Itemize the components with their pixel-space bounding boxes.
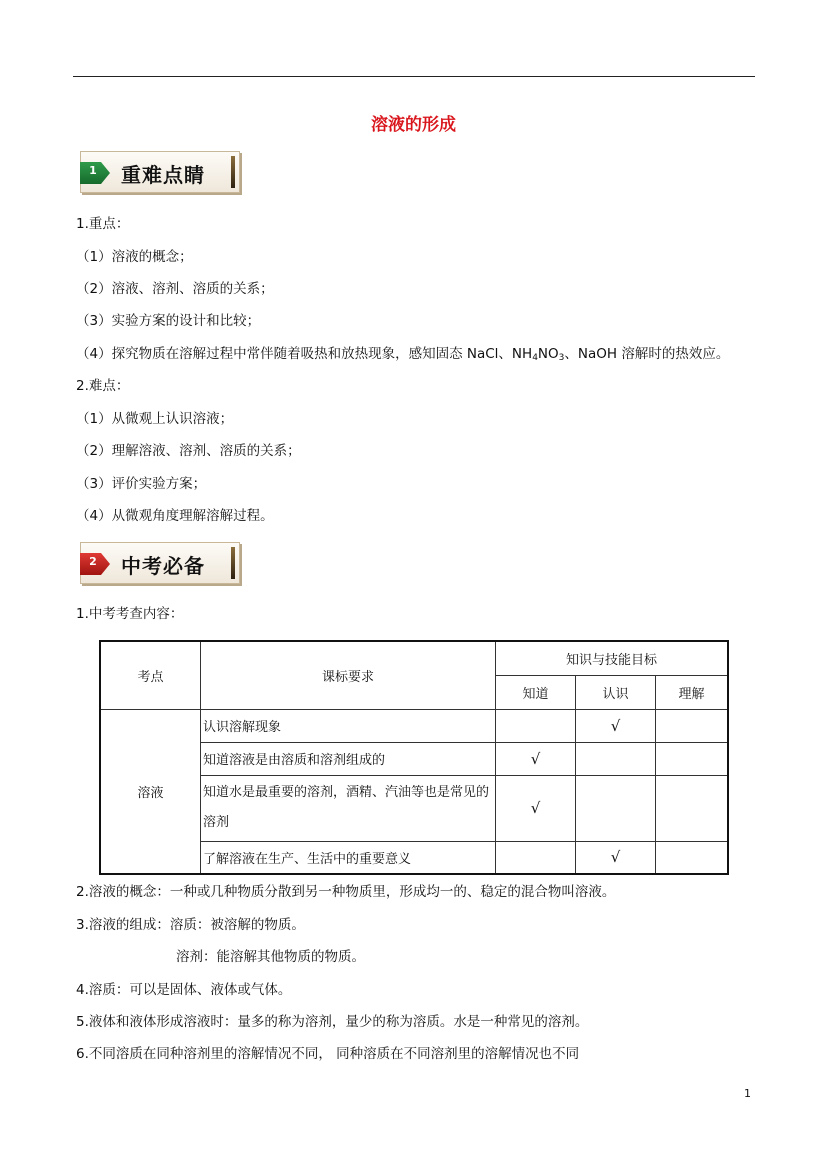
key-points-heading: 1.重点：	[76, 216, 130, 232]
requirement-cell: 知道溶液是由溶质和溶剂组成的	[201, 742, 496, 775]
difficulty-item: （1）从微观上认识溶液；	[76, 411, 234, 427]
subscript: 3	[558, 353, 565, 363]
header-recognize: 认识	[576, 675, 656, 709]
banner-edge-bar	[231, 156, 235, 188]
topic-cell: 溶液	[100, 709, 201, 874]
know-check-cell: √	[496, 775, 576, 841]
know-check-cell	[496, 709, 576, 742]
difficulty-item: （4）从微观角度理解溶解过程。	[76, 508, 274, 524]
note-paragraph: 3.溶液的组成：溶质：被溶解的物质。	[76, 917, 305, 933]
table-header-row	[100, 641, 728, 675]
section-title: 中考必备	[121, 554, 205, 578]
difficulty-item: （3）评价实验方案；	[76, 476, 207, 492]
key-point-item: （3）实验方案的设计和比较；	[76, 313, 261, 329]
key-point-item: （1）溶液的概念；	[76, 249, 193, 265]
recognize-check-cell	[576, 775, 656, 841]
section-number: 1	[89, 164, 97, 177]
document-title: 溶液的形成	[371, 115, 456, 135]
table-row	[100, 709, 728, 742]
key-point-text: （4）探究物质在溶解过程中常伴随着吸热和放热现象，感知固态 NaCl、NH	[76, 346, 533, 362]
formula-text: NO	[537, 346, 559, 362]
header-goal: 知识与技能目标	[496, 641, 729, 675]
difficulties-heading: 2.难点：	[76, 378, 130, 394]
requirement-cell: 了解溶液在生产、生活中的重要意义	[201, 841, 496, 874]
note-paragraph: 溶剂：能溶解其他物质的物质。	[176, 949, 365, 965]
understand-check-cell	[656, 841, 729, 874]
understand-check-cell	[656, 775, 729, 841]
exam-requirements-table	[99, 640, 729, 875]
note-paragraph: 5.液体和液体形成溶液时：量多的称为溶剂，量少的称为溶质。水是一种常见的溶剂。	[76, 1014, 589, 1030]
understand-check-cell	[656, 709, 729, 742]
exam-content-heading: 1.中考考查内容：	[76, 606, 184, 622]
note-paragraph: 2.溶液的概念：一种或几种物质分散到另一种物质里，形成均一的、稳定的混合物叫溶液。	[76, 884, 616, 900]
header-rule	[73, 76, 755, 77]
requirement-cell: 认识溶解现象	[201, 709, 496, 742]
section-number: 2	[89, 555, 97, 568]
key-point-item: （2）溶液、溶剂、溶质的关系；	[76, 281, 274, 297]
note-paragraph: 4.溶质：可以是固体、液体或气体。	[76, 982, 292, 998]
requirement-cell: 知道水是最重要的溶剂，酒精、汽油等也是常见的溶剂	[201, 775, 496, 841]
recognize-check-cell: √	[576, 841, 656, 874]
recognize-check-cell	[576, 742, 656, 775]
understand-check-cell	[656, 742, 729, 775]
know-check-cell: √	[496, 742, 576, 775]
recognize-check-cell: √	[576, 709, 656, 742]
banner-edge-bar	[231, 547, 235, 579]
know-check-cell	[496, 841, 576, 874]
header-understand: 理解	[656, 675, 729, 709]
key-point-text: 、NaOH 溶解时的热效应。	[564, 346, 730, 362]
page-number: 1	[744, 1087, 751, 1100]
header-requirement: 课标要求	[201, 641, 496, 709]
section-banner-exam-essentials	[80, 542, 240, 584]
section-title: 重难点睛	[121, 163, 205, 187]
header-topic: 考点	[100, 641, 201, 709]
difficulty-item: （2）理解溶液、溶剂、溶质的关系；	[76, 443, 301, 459]
key-point-item	[76, 345, 729, 367]
note-paragraph: 6.不同溶质在同种溶剂里的溶解情况不同， 同种溶质在不同溶剂里的溶解情况也不同	[76, 1046, 580, 1062]
header-know: 知道	[496, 675, 576, 709]
subscript: 4	[532, 353, 538, 363]
section-banner-key-points	[80, 151, 240, 193]
